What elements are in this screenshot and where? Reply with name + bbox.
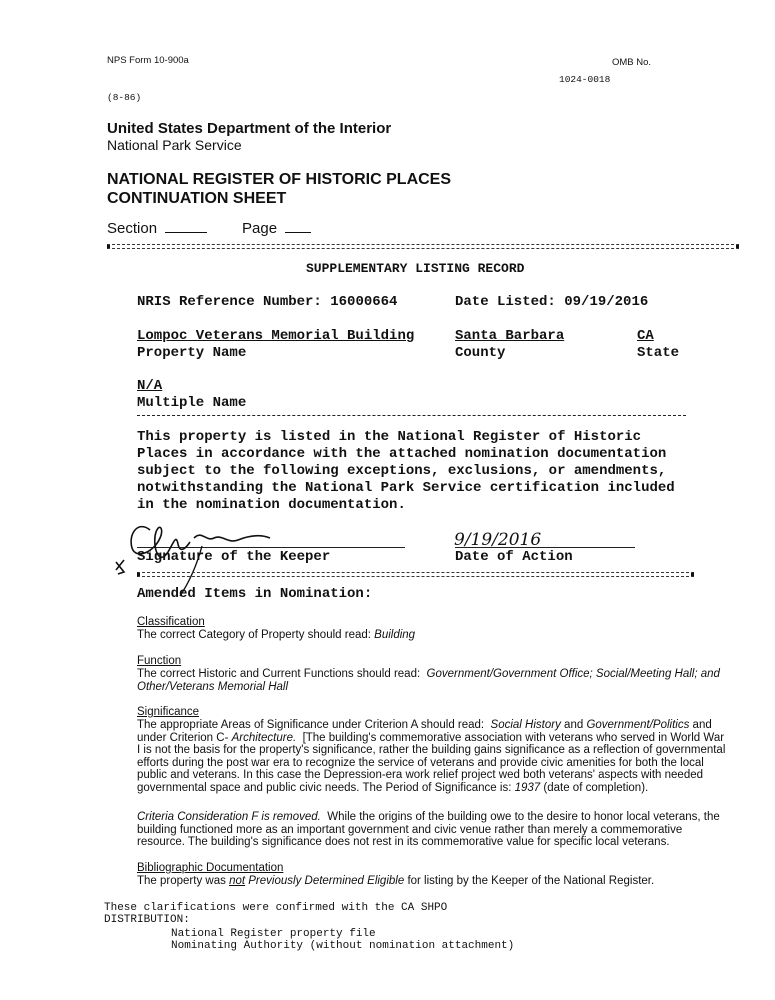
omb-number: 1024-0018 bbox=[559, 74, 611, 85]
sig-text: (date of completion). bbox=[543, 781, 649, 794]
state: CA bbox=[637, 328, 654, 344]
criteria-text: While the origins of the building owe to the desire to honor local veterans, the building functioned more as an important government and civic venue rather than merely a commemorative resource. The building's significance does not rest in its commemorative value for specific local veterans. bbox=[137, 811, 720, 848]
significance-text bbox=[137, 719, 727, 794]
property-name: Lompoc Veterans Memorial Building bbox=[137, 328, 415, 344]
classification-heading: Classification bbox=[137, 616, 205, 628]
listing-statement bbox=[137, 429, 675, 514]
distribution-item: National Register property file bbox=[171, 928, 376, 940]
date-of-action-label: Date of Action bbox=[455, 549, 573, 565]
property-name-label: Property Name bbox=[137, 345, 247, 361]
page-field bbox=[242, 220, 311, 237]
multiple-name: N/A bbox=[137, 378, 163, 394]
significance-heading: Significance bbox=[137, 706, 200, 718]
page-blank bbox=[285, 232, 311, 233]
page-title: NATIONAL REGISTER OF HISTORIC PLACES bbox=[107, 171, 452, 188]
bibliographic-heading: Bibliographic Documentation bbox=[137, 862, 284, 874]
sig-area: Social History bbox=[490, 719, 561, 731]
bib-text: for listing by the Keeper of the National Register. bbox=[407, 875, 655, 887]
bib-text: The property was bbox=[137, 875, 226, 887]
nris-reference bbox=[137, 294, 397, 310]
classification-text bbox=[137, 629, 415, 641]
page-label: Page bbox=[242, 220, 278, 237]
nris-label: NRIS Reference Number: bbox=[137, 294, 322, 310]
sig-area: Government/Politics bbox=[586, 719, 690, 731]
statement-line: notwithstanding the National Park Service certification included bbox=[137, 480, 675, 496]
function-text bbox=[137, 668, 727, 693]
shpo-confirmation: These clarifications were confirmed with the CA SHPO bbox=[104, 902, 448, 914]
header-divider bbox=[107, 244, 739, 249]
amended-heading: Amended Items in Nomination: bbox=[137, 586, 373, 602]
section-blank bbox=[165, 232, 207, 233]
date-listed bbox=[455, 294, 648, 310]
section-field bbox=[107, 220, 207, 237]
function-value: Government/Government Office; Social/Meeting Hall; and Other/Veterans Memorial Hall bbox=[137, 668, 720, 693]
record-divider bbox=[137, 415, 686, 416]
handwritten-date bbox=[454, 524, 544, 552]
record-heading: SUPPLEMENTARY LISTING RECORD bbox=[306, 261, 525, 276]
department-name: United States Department of the Interior bbox=[107, 120, 392, 137]
omb-label: OMB No. bbox=[612, 57, 652, 68]
statement-line: in the nomination documentation. bbox=[137, 497, 406, 513]
multiple-name-label: Multiple Name bbox=[137, 395, 247, 411]
date-listed-label: Date Listed: bbox=[455, 294, 556, 310]
sig-text: The appropriate Areas of Significance under Criterion A should read: bbox=[137, 719, 485, 731]
state-label: State bbox=[637, 345, 680, 361]
distribution-label: DISTRIBUTION: bbox=[104, 914, 190, 926]
criteria-consideration-text bbox=[137, 811, 727, 849]
sig-text: and bbox=[564, 719, 584, 731]
sig-text: [The building's commemorative association with veterans who served in World War I is not the basis for the property's significance, rather the building gains significance as a reflection of governmental efforts during the post war era to recognize the service of veterans and provide civic amenities for both the local public and veterans. In this case the Depression-era work relief project wed both veterans' aspects with needed governmental space and public civic needs. The Period of Significance is: bbox=[137, 731, 726, 794]
bibliographic-text bbox=[137, 875, 654, 887]
statement-line: subject to the following exceptions, exclusions, or amendments, bbox=[137, 463, 667, 479]
sig-area: Architecture. bbox=[231, 731, 297, 744]
classification-label: The correct Category of Property should read: bbox=[137, 629, 371, 641]
function-heading: Function bbox=[137, 655, 182, 667]
page-subtitle: CONTINUATION SHEET bbox=[107, 190, 287, 207]
sig-text: and under Criterion C- bbox=[137, 719, 712, 744]
distribution-item: Nominating Authority (without nomination attachment) bbox=[171, 940, 515, 952]
county-label: County bbox=[455, 345, 506, 361]
statement-line: This property is listed in the National Register of Historic bbox=[137, 429, 642, 445]
bib-not: not bbox=[229, 875, 246, 887]
date-code: (8-86) bbox=[107, 92, 142, 103]
bib-status: Previously Determined Eligible bbox=[248, 875, 405, 887]
date-listed-value: 09/19/2016 bbox=[564, 294, 649, 310]
signature-label: Signature of the Keeper bbox=[137, 549, 331, 565]
form-id: NPS Form 10-900a bbox=[107, 55, 189, 66]
statement-line: Places in accordance with the attached nomination documentation bbox=[137, 446, 667, 462]
nris-number: 16000664 bbox=[330, 294, 398, 310]
classification-value: Building bbox=[374, 629, 416, 641]
criteria-removed: Criteria Consideration F is removed. bbox=[137, 811, 321, 823]
svg-text:9/19/2016: 9/19/2016 bbox=[454, 530, 542, 550]
service-name: National Park Service bbox=[107, 137, 242, 153]
function-label: The correct Historic and Current Functions should read: bbox=[137, 668, 421, 680]
county: Santa Barbara bbox=[455, 328, 565, 344]
amended-divider bbox=[137, 572, 694, 577]
section-label: Section bbox=[107, 220, 158, 237]
sig-period: 1937 bbox=[514, 781, 541, 794]
